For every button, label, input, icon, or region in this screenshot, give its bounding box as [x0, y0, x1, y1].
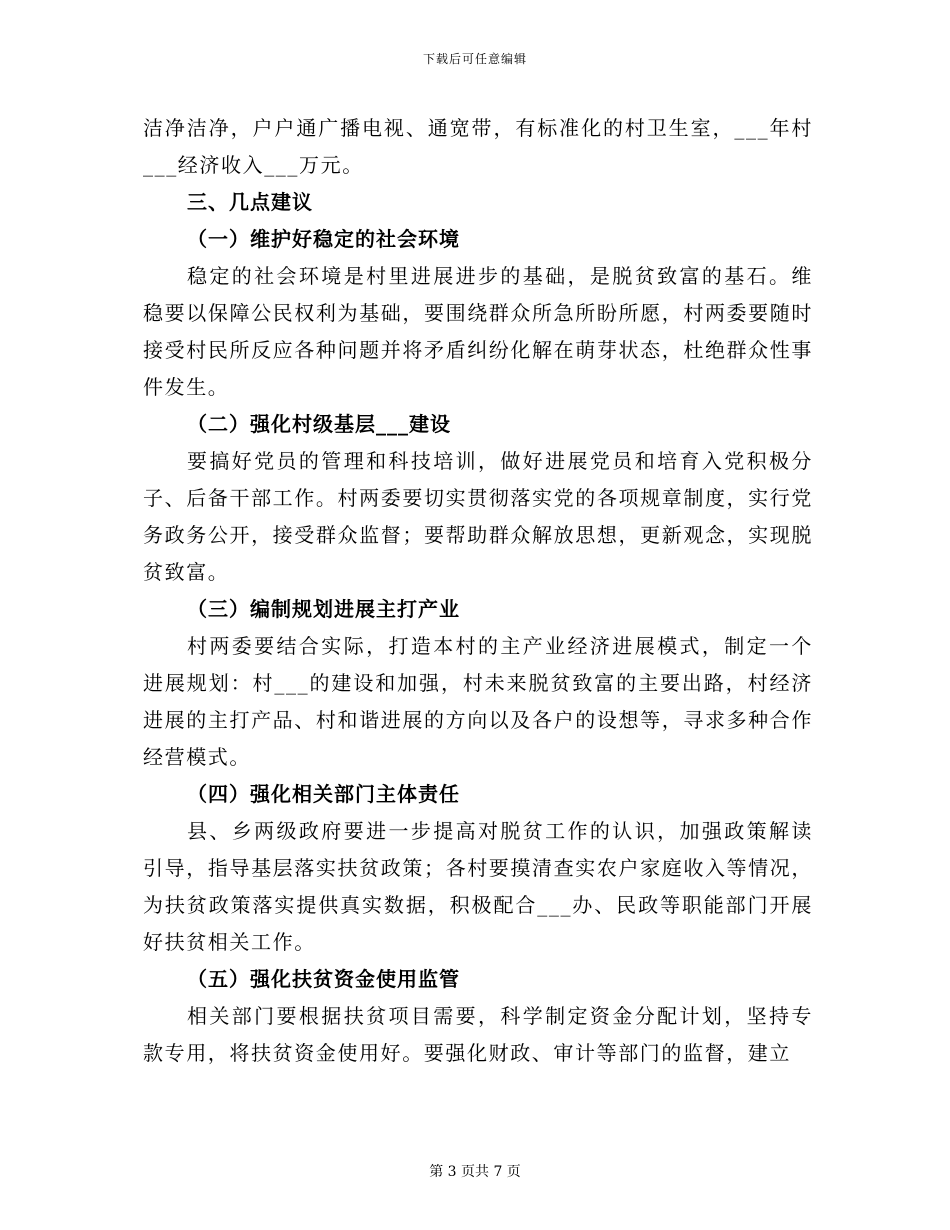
subsection-heading: （四）强化相关部门主体责任: [187, 782, 460, 806]
body-paragraph: 县、乡两级政府要进一步提高对脱贫工作的认识，加强政策解读引导，指导基层落实扶贫政策；各村要摸清查实农户家庭收入等情况，为扶贫政策落实提供真实数据，积极配合___办、民政等职能部门开展好扶贫相关工作。: [143, 819, 813, 954]
body-paragraph: 要搞好党员的管理和科技培训，做好进展党员和培育入党积极分子、后备干部工作。村两委要切实贯彻落实党的各项规章制度，实行党务政务公开，接受群众监督；要帮助群众解放思想，更新观念，实现脱贫致富。: [143, 449, 813, 584]
body-paragraph: 村两委要结合实际，打造本村的主产业经济进展模式，制定一个进展规划：村___的建设和加强，村未来脱贫致富的主要出路，村经济进展的主打产品、村和谐进展的方向以及各户的设想等，寻求多种合作经营模式。: [143, 634, 813, 769]
page-header: 下载后可任意编辑: [422, 52, 527, 66]
document-body: [143, 110, 813, 1072]
section-heading: 三、几点建议: [187, 190, 313, 214]
body-paragraph: 相关部门要根据扶贫项目需要，科学制定资金分配计划，坚持专款专用，将扶贫资金使用好。要强化财政、审计等部门的监督，建立: [143, 1004, 813, 1065]
page-footer: 第 3 页共 7 页: [429, 1164, 521, 1180]
paragraph-continuation: 洁净洁净，户户通广播电视、通宽带，有标准化的村卫生室，___年村___经济收入___万元。: [143, 116, 813, 177]
subsection-heading: （一）维护好稳定的社会环境: [187, 227, 460, 251]
subsection-heading: （二）强化村级基层___建设: [187, 412, 451, 436]
body-paragraph: 稳定的社会环境是村里进展进步的基础，是脱贫致富的基石。维稳要以保障公民权利为基础，要围绕群众所急所盼所愿，村两委要随时接受村民所反应各种问题并将矛盾纠纷化解在萌芽状态，杜绝群众性事件发生。: [143, 264, 813, 399]
subsection-heading: （三）编制规划进展主打产业: [187, 597, 460, 621]
subsection-heading: （五）强化扶贫资金使用监管: [187, 967, 460, 991]
